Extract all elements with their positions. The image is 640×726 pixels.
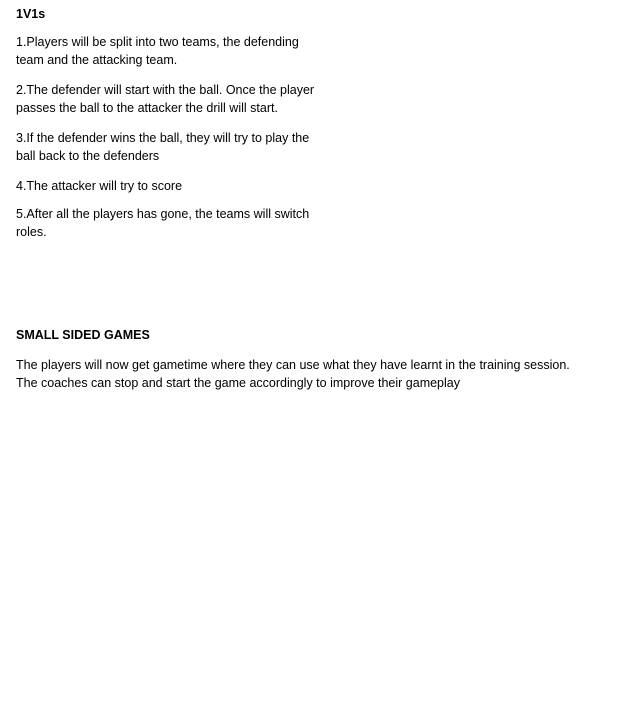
paragraph-line: The coaches can stop and start the game accordingly to improve their gameplay	[16, 376, 460, 390]
list-item: 3.If the defender wins the ball, they will try to play the ball back to the defenders	[16, 131, 310, 163]
section-title-small-sided-games: SMALL SIDED GAMES	[16, 328, 150, 342]
list-item: 4.The attacker will try to score	[16, 179, 183, 193]
small-sided-games-body	[16, 356, 626, 392]
list-item: 5.After all the players has gone, the teams will switch roles.	[16, 207, 310, 239]
section-title-1v1s: 1V1s	[16, 7, 46, 21]
paragraph-line: The players will now get gametime where they can use what they have learnt in the training session.	[16, 358, 570, 372]
list-item: 1.Players will be split into two teams, the defending team and the attacking team.	[16, 35, 299, 67]
drill-steps-list	[16, 33, 316, 253]
list-item: 2.The defender will start with the ball. Once the player passes the ball to the attacker the drill will start.	[16, 83, 315, 115]
